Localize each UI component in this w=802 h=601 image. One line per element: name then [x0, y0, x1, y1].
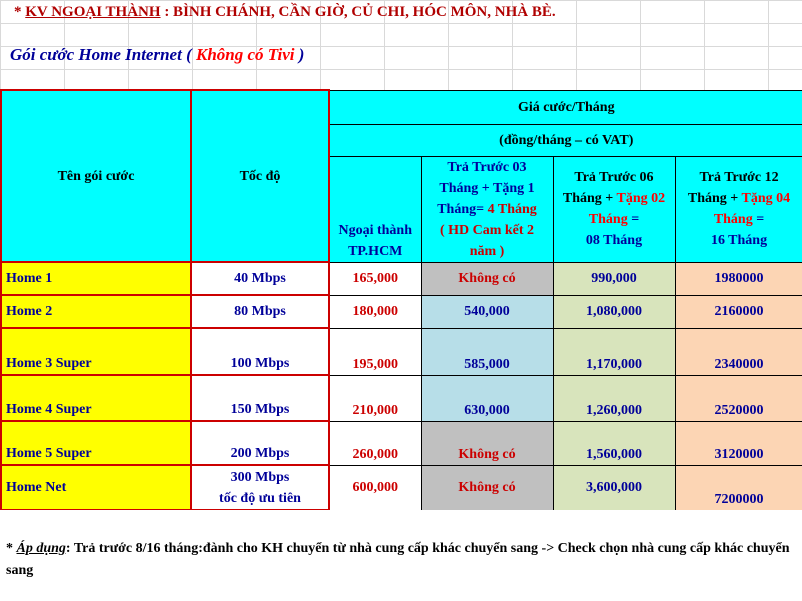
package-speed: 100 Mbps: [191, 328, 329, 375]
header-12m-line2: [676, 188, 802, 209]
header-3m-line2: Tháng + Tặng 1: [439, 180, 535, 196]
header-6m-line2a: Tháng +: [562, 191, 614, 206]
prepay-6m-value: 1,170,000: [553, 328, 675, 375]
region-label: KV NGOẠI THÀNH: [25, 4, 161, 20]
package-speed: 150 Mbps: [191, 375, 329, 421]
header-3m-line3b: 4 Tháng: [487, 201, 537, 217]
header-6m-line2b: Tặng 02: [616, 191, 666, 206]
header-3m-line5: năm ): [469, 243, 505, 259]
header-12m-line1: Trả Trước 12: [699, 170, 779, 185]
package-name: Home 4 Super: [1, 375, 191, 421]
pricing-table: [0, 89, 802, 511]
note-text: : Trả trước 8/16 tháng:đành cho KH chuyển từ nhà cung cấp khác chuyển sang -> Check chọn nhà cung cấp khác chuyển sang: [6, 541, 790, 578]
header-6m-line1: Trả Trước 06: [574, 170, 654, 185]
base-price: 180,000: [329, 295, 421, 328]
package-name: Home 2: [1, 295, 191, 328]
base-price: 260,000: [329, 421, 421, 465]
prepay-3m-value: 630,000: [421, 375, 553, 421]
base-price: 165,000: [329, 262, 421, 295]
prepay-3m-value: Không có: [421, 262, 553, 295]
prepay-3m-value: 585,000: [421, 328, 553, 375]
package-title: [10, 45, 304, 65]
header-3m-line1: Trả Trước 03: [447, 159, 527, 175]
prepay-12m-value: 2160000: [675, 295, 802, 328]
header-12m-line2a: Tháng +: [687, 191, 739, 206]
prepay-12m-value: 7200000: [675, 465, 802, 510]
header-12m-line2b: Tặng 04: [741, 191, 791, 206]
header-price-group: Giá cước/Tháng: [329, 90, 802, 124]
package-speed-line1: 300 Mbps: [230, 469, 290, 485]
header-12m-line4: 16 Tháng: [710, 233, 768, 248]
table-row: [1, 421, 802, 465]
header-6m-line4: 08 Tháng: [585, 233, 643, 248]
package-title-suffix: ): [298, 45, 305, 64]
table-row: [1, 465, 802, 510]
header-12m-line3b: =: [756, 212, 765, 227]
base-price: 195,000: [329, 328, 421, 375]
prepay-3m-value: Không có: [421, 421, 553, 465]
package-title-prefix: Gói cước Home Internet (: [10, 45, 192, 64]
region-line: [14, 4, 556, 21]
header-base-line2: TP.HCM: [348, 243, 403, 259]
table-row: [1, 262, 802, 295]
header-speed: Tốc độ: [191, 90, 329, 262]
note: [6, 538, 796, 582]
package-speed: 200 Mbps: [191, 421, 329, 465]
package-speed-line2: tốc độ ưu tiên: [219, 490, 301, 506]
header-3m-line3a: Tháng=: [437, 201, 485, 217]
header-6m-line3a: Tháng: [588, 212, 628, 227]
header-6m-line3b: =: [631, 212, 640, 227]
header-prepay-3m: [421, 156, 553, 262]
header-6m-line2: [554, 188, 675, 209]
header-12m-line3: [676, 209, 802, 230]
header-base-price: [329, 156, 421, 262]
prepay-12m-value: 2520000: [675, 375, 802, 421]
table-row: [1, 328, 802, 375]
prepay-6m-value: 1,260,000: [553, 375, 675, 421]
prepay-6m-value: 1,560,000: [553, 421, 675, 465]
base-price: 600,000: [329, 465, 421, 510]
header-prepay-6m: [553, 156, 675, 262]
base-price: 210,000: [329, 375, 421, 421]
prepay-12m-value: 3120000: [675, 421, 802, 465]
package-name: Home Net: [1, 465, 191, 510]
package-title-highlight: Không có Tivi: [195, 45, 295, 64]
package-name: Home 5 Super: [1, 421, 191, 465]
prepay-12m-value: 1980000: [675, 262, 802, 295]
prepay-6m-value: 3,600,000: [553, 465, 675, 510]
prepay-3m-value: Không có: [421, 465, 553, 510]
table-row: [1, 375, 802, 421]
prepay-6m-value: 1,080,000: [553, 295, 675, 328]
header-base-line1: Ngoại thành: [338, 222, 413, 238]
package-name: Home 3 Super: [1, 328, 191, 375]
header-prepay-12m: [675, 156, 802, 262]
header-12m-line3a: Tháng: [713, 212, 753, 227]
header-6m-line3: [554, 209, 675, 230]
region-star: *: [14, 4, 22, 20]
table-row: [1, 295, 802, 328]
package-speed: [191, 465, 329, 510]
header-package-name: Tên gói cước: [1, 90, 191, 262]
prepay-12m-value: 2340000: [675, 328, 802, 375]
prepay-3m-value: 540,000: [421, 295, 553, 328]
note-label: Áp dụng: [16, 541, 66, 556]
package-speed: 80 Mbps: [191, 295, 329, 328]
package-speed: 40 Mbps: [191, 262, 329, 295]
package-name: Home 1: [1, 262, 191, 295]
header-3m-line4: ( HD Cam kết 2: [439, 222, 535, 238]
note-star: *: [6, 541, 13, 556]
header-price-unit: (đồng/tháng – có VAT): [329, 124, 802, 156]
header-3m-line3: [422, 199, 553, 220]
prepay-6m-value: 990,000: [553, 262, 675, 295]
region-districts: : BÌNH CHÁNH, CẦN GIỜ, CỦ CHI, HÓC MÔN, NHÀ BÈ.: [164, 4, 556, 20]
